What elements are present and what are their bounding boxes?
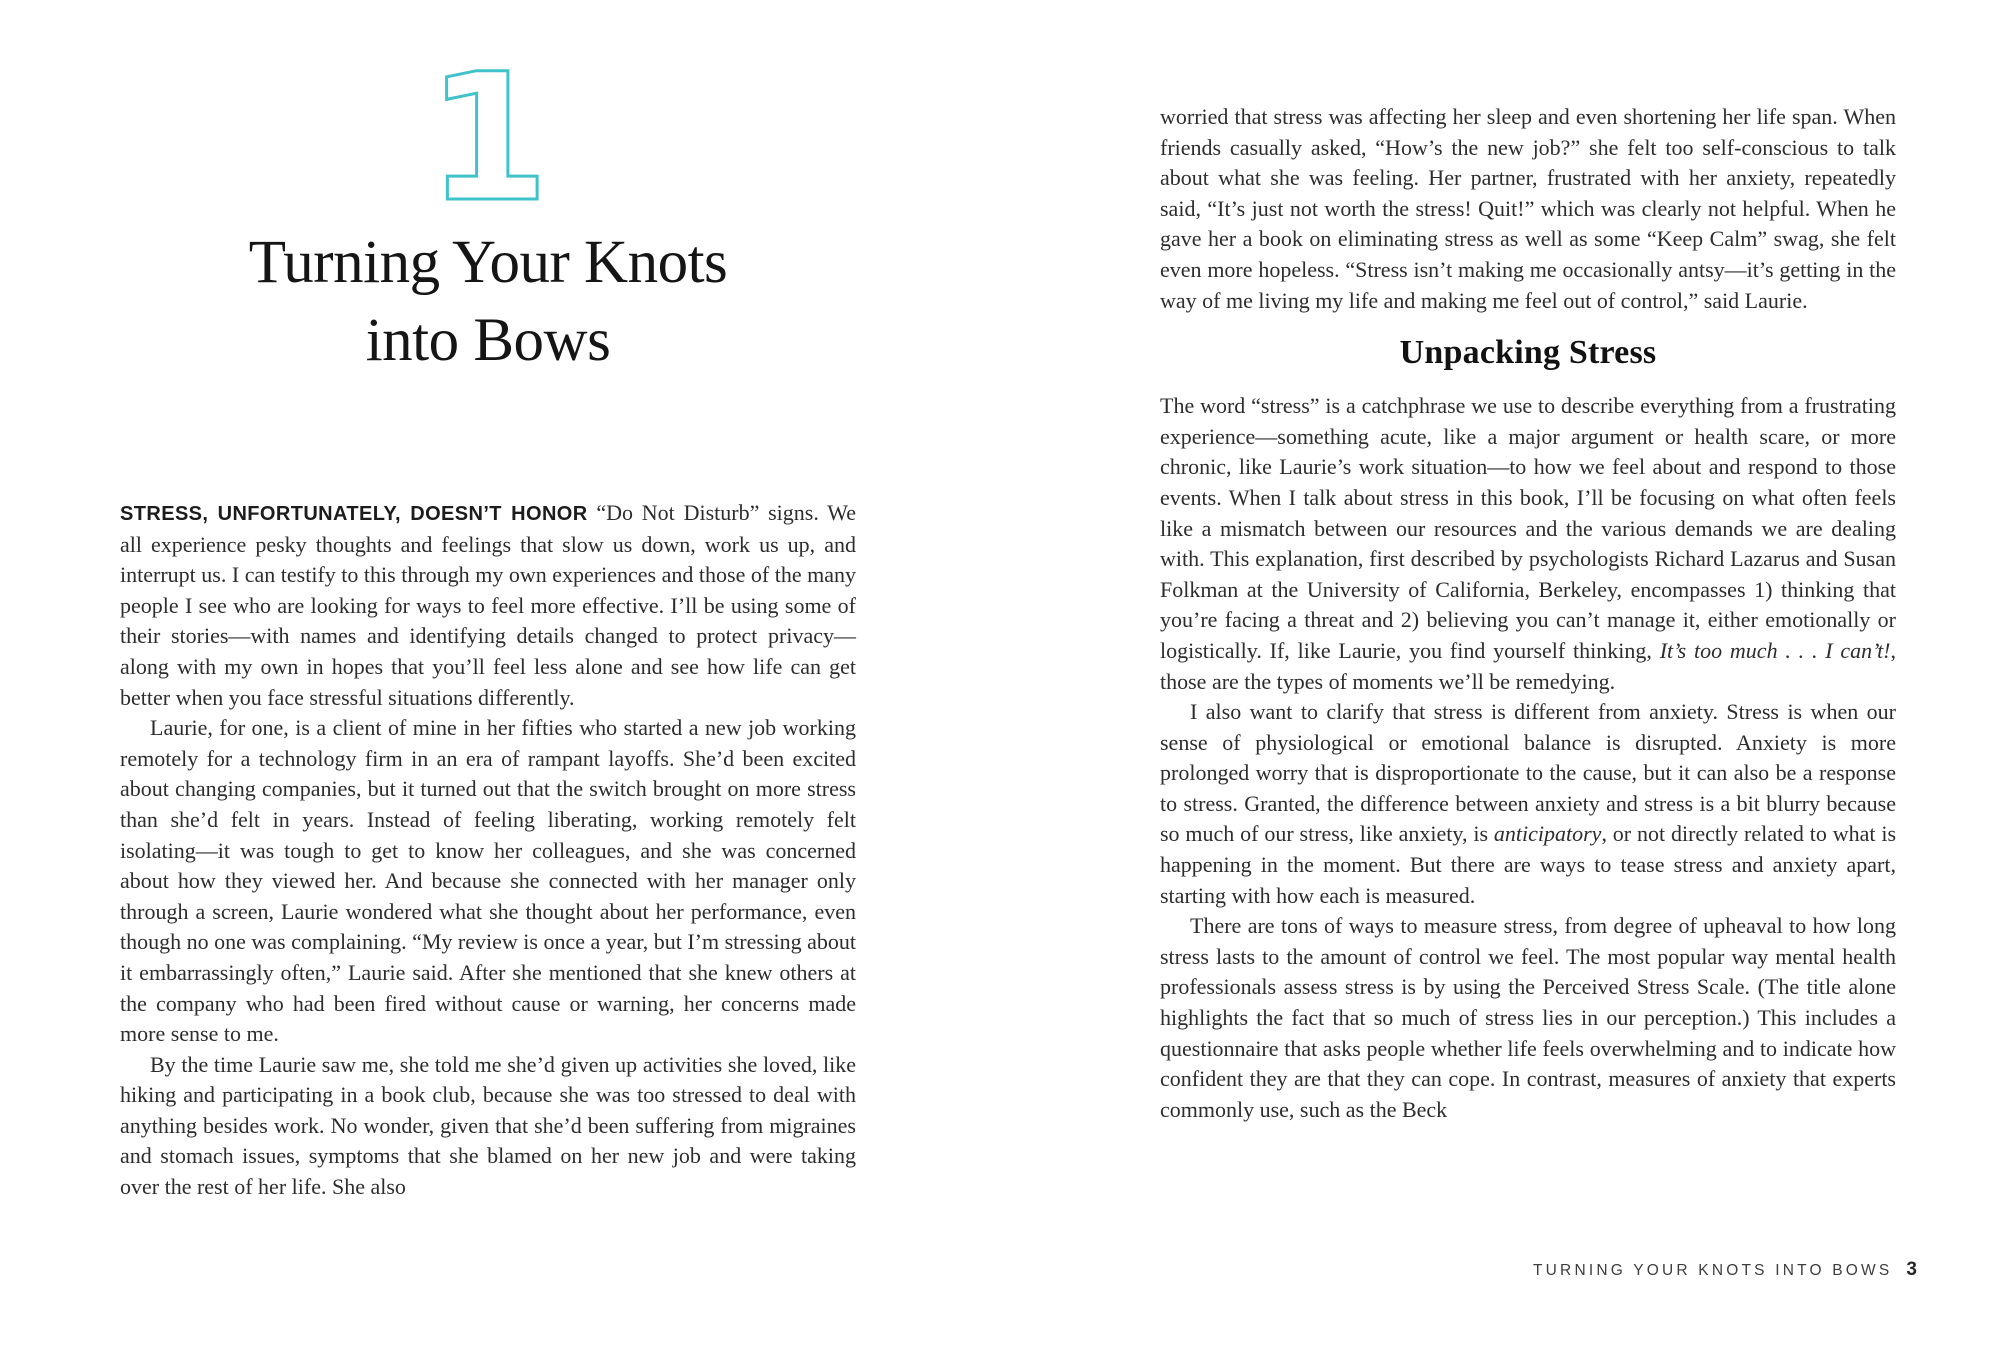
chapter-title-line-2: into Bows	[365, 307, 611, 374]
chapter-title-line-1: Turning Your Knots	[248, 229, 728, 296]
left-page	[120, 0, 856, 1346]
paragraph-text: , those are the types of moments we’ll be remedying.	[1160, 637, 1897, 694]
paragraph-lead-in: STRESS, UNFORTUNATELY, DOESN’T HONOR	[120, 503, 588, 525]
paragraph-text: , or not directly related to what is happening in the moment. But there are ways to tease stress and anxiety apart, starting with how each is measured.	[1160, 821, 1897, 908]
right-page-body	[1160, 102, 1896, 1125]
chapter-number-outline-figure	[426, 36, 550, 241]
paragraph-opening	[120, 498, 856, 713]
paragraph-italic-phrase: It’s too much . . . I can’t!	[1659, 637, 1891, 663]
left-page-body	[120, 498, 856, 1203]
section-heading: Unpacking Stress	[1399, 334, 1657, 372]
paragraph	[1160, 697, 1896, 911]
paragraph-text: “Do Not Disturb” signs. We all experience pesky thoughts and feelings that slow us down, work us up, and interrupt us. I can testify to this through my own experiences and those of the many people I see who are looking for ways to feel more effective. I’ll be using some of their stories—with names and identifying details changed to protect privacy—along with my own in hopes that you’ll feel less alone and see how life can get better when you face stressful situations differently.	[120, 500, 856, 710]
running-title: TURNING YOUR KNOTS INTO BOWS	[1532, 1262, 1893, 1279]
paragraph: There are tons of ways to measure stress, from degree of upheaval to how long stress lasts to the amount of control we feel. The most popular way mental health professionals assess stress is by using the Perceived Stress Scale. (The title alone highlights the fact that so much of stress lies in our perception.) This includes a questionnaire that asks people whether life feels overwhelming and to indicate how confident they are that they can cope. In contrast, measures of anxiety that experts commonly use, such as the Beck	[1160, 913, 1896, 1122]
paragraph: Laurie, for one, is a client of mine in her fifties who started a new job working remotely for a technology firm in an era of rampant layoffs. She’d been excited about changing companies, but it turned out that the switch brought on more stress than she’d felt in years. Instead of feeling liberating, working remotely felt isolating—it was tough to get to know her colleagues, and she was concerned about how they viewed her. And because she connected with her manager only through a screen, Laurie wondered what she thought about her performance, even though no one was complaining. “My review is once a year, but I’m stressing about it embarrassingly often,” Laurie said. After she mentioned that she knew others at the company who had been fired without cause or warning, her concerns made more sense to me.	[120, 715, 856, 1047]
paragraph: By the time Laurie saw me, she told me she’d given up activities she loved, like hiking and participating in a book club, because she was too stressed to deal with anything besides work. No wonder, given that she’d been suffering from migraines and stomach issues, symptoms that she blamed on her new job and were taking over the rest of her life. She also	[120, 1051, 856, 1200]
chapter-title	[120, 224, 856, 380]
paragraph	[1160, 391, 1896, 697]
paragraph-italic-word: anticipatory	[1493, 821, 1602, 847]
right-page	[1160, 0, 1896, 1346]
paragraph-text: The word “stress” is a catchphrase we use to describe everything from a frustrating experience—something acute, like a major argument or health scare, or more chronic, like Laurie’s work situation—to how we feel about and respond to those events. When I talk about stress in this book, I’ll be focusing on what often feels like a mismatch between our resources and the various demands we are dealing with. This explanation, first described by psychologists Richard Lazarus and Susan Folkman at the University of California, Berkeley, encompasses 1) thinking that you’re facing a threat and 2) believing you can’t manage it, either emotionally or logistically. If, like Laurie, you find yourself thinking,	[1160, 393, 1896, 663]
page-footer	[1533, 1259, 1917, 1281]
paragraph-continuation: worried that stress was affecting her sleep and even shortening her life span. When friends casually asked, “How’s the new job?” she felt too self-conscious to talk about what she was feeling. Her partner, frustrated with her anxiety, repeatedly said, “It’s just not worth the stress! Quit!” which was clearly not helpful. When he gave her a book on eliminating stress as well as some “Keep Calm” swag, she felt even more hopeless. “Stress isn’t making me occasionally antsy—it’s getting in the way of me living my life and making me feel out of control,” said Laurie.	[1160, 104, 1896, 313]
page-number: 3	[1906, 1259, 1917, 1280]
chapter-number: 1	[426, 36, 550, 241]
paragraph-text: I also want to clarify that stress is different from anxiety. Stress is when our sense of physiological or emotional balance is disrupted. Anxiety is more prolonged worry that is disproportionate to the cause, but it can also be a response to stress. Granted, the difference between anxiety and stress is a bit blurry because so much of our stress, like anxiety, is	[1160, 699, 1896, 847]
